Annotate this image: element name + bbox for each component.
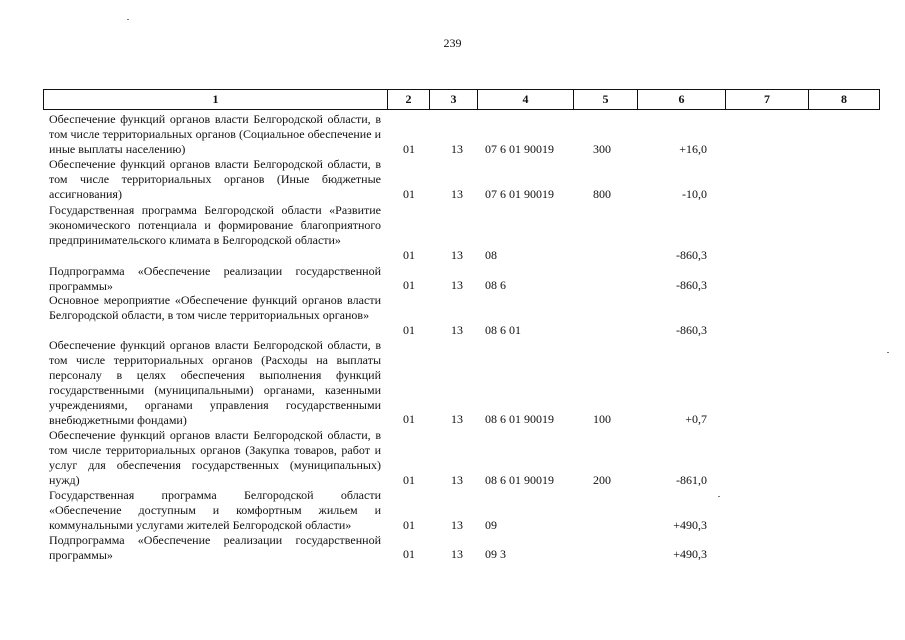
row-section-code: 01 <box>403 412 415 426</box>
row-amount: +0,7 <box>685 412 707 426</box>
row-target-code: 09 <box>485 518 497 532</box>
column-header-3: 3 <box>430 90 478 110</box>
row-subsection-code: 13 <box>451 323 463 337</box>
row-amount: -861,0 <box>676 473 707 487</box>
row-section-code: 01 <box>403 187 415 201</box>
row-subsection-code: 13 <box>451 248 463 262</box>
row-target-code: 09 3 <box>485 547 506 561</box>
column-header-5: 5 <box>574 90 638 110</box>
row-target-code: 07 6 01 90019 <box>485 187 554 201</box>
row-description: Государственная программа Белгородской области «Обеспечение доступным и комфортным жильем и коммунальными услугами жителей Белгородской области» <box>49 488 381 532</box>
row-description: Основное мероприятие «Обеспечение функций органов власти Белгородской области, в том числе территориальных органов» <box>49 293 381 322</box>
row-expense-type-code: 100 <box>593 412 611 426</box>
row-subsection-code: 13 <box>451 412 463 426</box>
row-amount: -860,3 <box>676 248 707 262</box>
row-description: Обеспечение функций органов власти Белгородской области, в том числе территориальных органов (Социальное обеспечение и иные выплаты населению) <box>49 112 381 156</box>
scan-speck <box>718 496 720 497</box>
column-header-1: 1 <box>44 90 388 110</box>
row-subsection-code: 13 <box>451 518 463 532</box>
row-section-code: 01 <box>403 547 415 561</box>
row-expense-type-code: 200 <box>593 473 611 487</box>
row-description: Обеспечение функций органов власти Белгородской области, в том числе территориальных органов (Иные бюджетные ассигнования) <box>49 157 381 201</box>
row-target-code: 07 6 01 90019 <box>485 142 554 156</box>
row-section-code: 01 <box>403 142 415 156</box>
row-target-code: 08 6 <box>485 278 506 292</box>
row-section-code: 01 <box>403 518 415 532</box>
row-description: Обеспечение функций органов власти Белгородской области, в том числе территориальных органов (Закупка товаров, работ и услуг для обеспечения государственных (муниципальных) нужд) <box>49 428 381 487</box>
row-section-code: 01 <box>403 278 415 292</box>
row-amount: +490,3 <box>673 547 707 561</box>
column-header-6: 6 <box>638 90 726 110</box>
row-description: Подпрограмма «Обеспечение реализации государственной программы» <box>49 264 381 293</box>
row-amount: -10,0 <box>682 187 707 201</box>
row-subsection-code: 13 <box>451 547 463 561</box>
row-amount: +16,0 <box>679 142 707 156</box>
row-section-code: 01 <box>403 248 415 262</box>
column-header-8: 8 <box>809 90 880 110</box>
row-amount: -860,3 <box>676 323 707 337</box>
row-description: Обеспечение функций органов власти Белгородской области, в том числе территориальных органов (Расходы на выплаты персоналу в целях обеспечения выполнения функций государственными (муниципальными) органами, казенными учреждениями, органами управления государственными внебюджетными фондами) <box>49 338 381 427</box>
row-target-code: 08 6 01 <box>485 323 521 337</box>
row-subsection-code: 13 <box>451 473 463 487</box>
row-amount: +490,3 <box>673 518 707 532</box>
scan-speck <box>887 352 889 353</box>
row-expense-type-code: 300 <box>593 142 611 156</box>
row-description: Подпрограмма «Обеспечение реализации государственной программы» <box>49 533 381 562</box>
row-section-code: 01 <box>403 473 415 487</box>
page-number: 239 <box>443 36 462 50</box>
row-description: Государственная программа Белгородской области «Развитие экономического потенциала и формирование благоприятного предпринимательского климата в Белгородской области» <box>49 203 381 247</box>
row-target-code: 08 6 01 90019 <box>485 412 554 426</box>
column-header-4: 4 <box>478 90 574 110</box>
scan-speck <box>127 19 129 20</box>
row-expense-type-code: 800 <box>593 187 611 201</box>
row-amount: -860,3 <box>676 278 707 292</box>
column-header-2: 2 <box>388 90 430 110</box>
row-subsection-code: 13 <box>451 142 463 156</box>
row-target-code: 08 6 01 90019 <box>485 473 554 487</box>
row-section-code: 01 <box>403 323 415 337</box>
row-subsection-code: 13 <box>451 278 463 292</box>
column-header-7: 7 <box>726 90 809 110</box>
row-target-code: 08 <box>485 248 497 262</box>
row-subsection-code: 13 <box>451 187 463 201</box>
